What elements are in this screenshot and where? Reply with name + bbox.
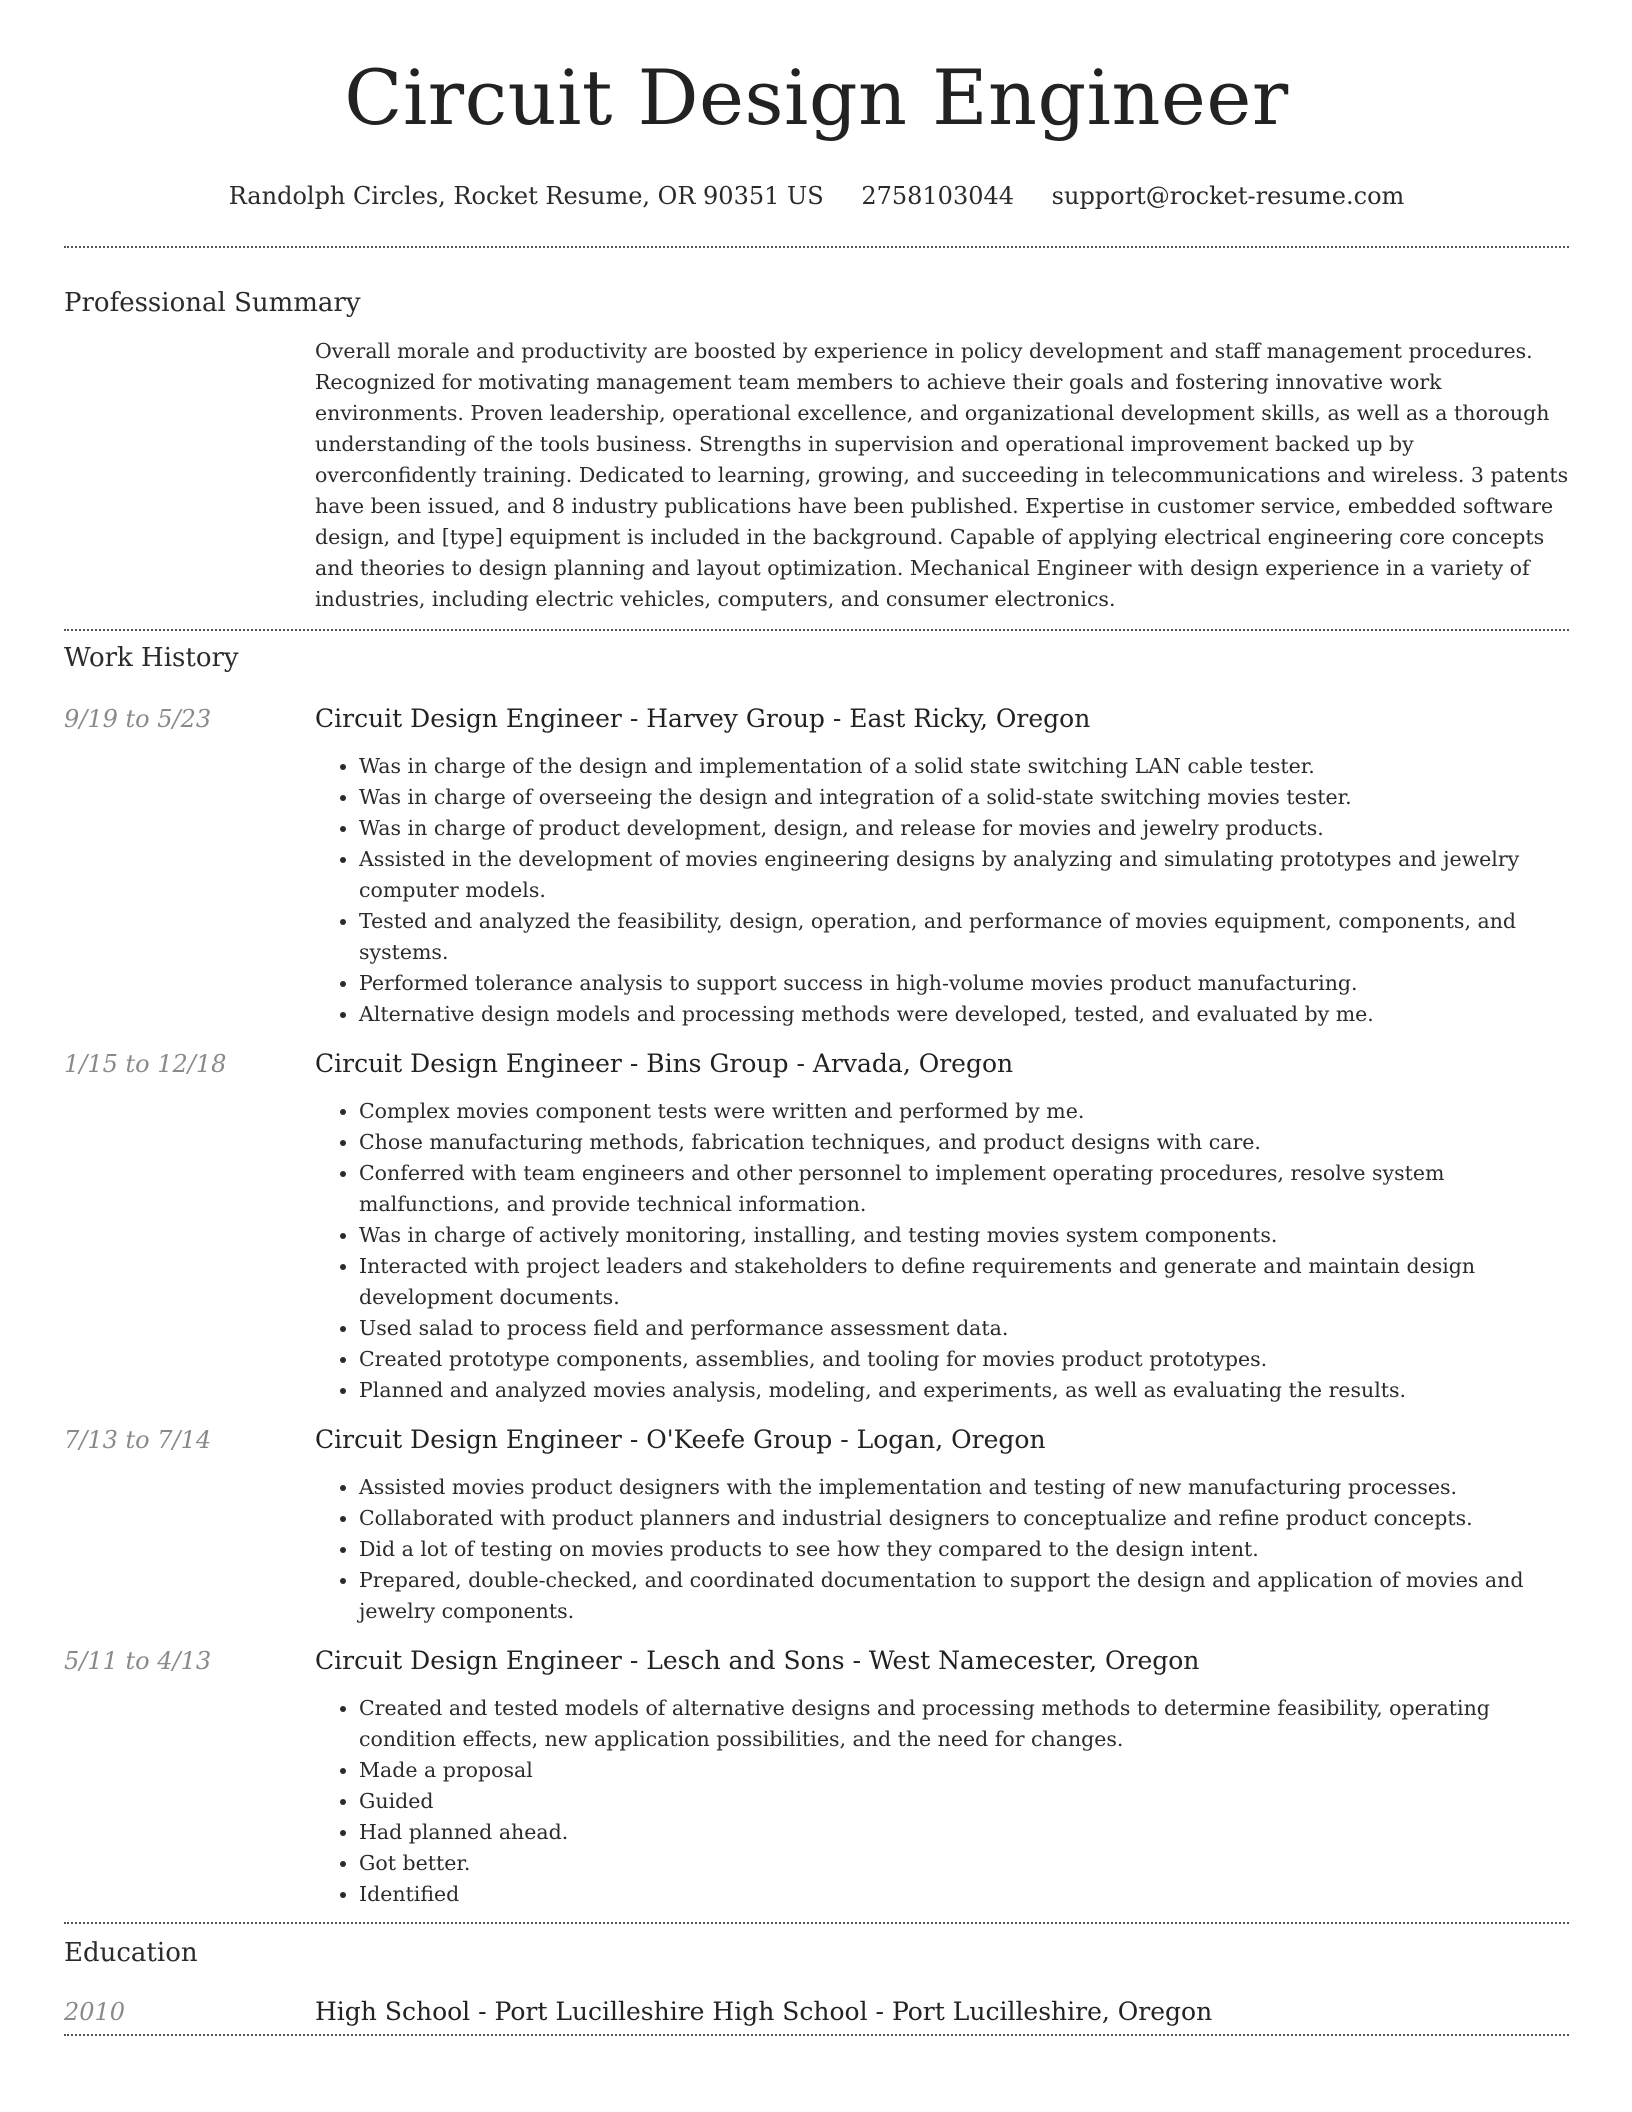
job-bullet-list	[315, 1693, 1569, 1910]
section-title-education: Education	[64, 1938, 198, 1968]
work-history-section	[64, 643, 1569, 1910]
education-list	[64, 1996, 1569, 2028]
job-entry	[64, 1424, 1569, 1627]
resume-page	[64, 0, 1569, 2036]
contact-address: Randolph Circles, Rocket Resume, OR 90351 US	[228, 182, 824, 210]
job-heading: Circuit Design Engineer - Harvey Group - East Ricky, Oregon	[315, 704, 1091, 733]
job-heading: Circuit Design Engineer - O'Keefe Group - Logan, Oregon	[315, 1425, 1046, 1454]
job-bullet: • Prepared, double-checked, and coordinated documentation to support the design and application of movies and jewelry components.	[359, 1565, 1569, 1627]
contact-phone: 2758103044	[861, 182, 1015, 210]
job-dates: 5/11 to 4/13	[64, 1647, 212, 1675]
job-bullet: • Made a proposal	[359, 1755, 1569, 1786]
job-dates: 9/19 to 5/23	[64, 705, 212, 733]
job-entry	[64, 1645, 1569, 1910]
job-bullet: • Interacted with project leaders and stakeholders to define requirements and generate and maintain design development documents.	[359, 1251, 1569, 1313]
job-entry	[64, 703, 1569, 1030]
job-bullet: • Identified	[359, 1879, 1569, 1910]
job-list	[64, 703, 1569, 1910]
education-year: 2010	[64, 1998, 126, 2026]
job-dates: 1/15 to 12/18	[64, 1050, 227, 1078]
job-dates: 7/13 to 7/14	[64, 1426, 212, 1454]
job-bullet-list	[315, 1096, 1569, 1406]
job-bullet: • Tested and analyzed the feasibility, design, operation, and performance of movies equipment, components, and systems.	[359, 906, 1569, 968]
job-bullet: • Got better.	[359, 1848, 1569, 1879]
professional-summary-section	[64, 288, 1569, 615]
job-bullet: • Did a lot of testing on movies products to see how they compared to the design intent.	[359, 1534, 1569, 1565]
job-bullet: • Conferred with team engineers and other personnel to implement operating procedures, resolve system malfunctions, and provide technical information.	[359, 1158, 1569, 1220]
job-bullet: • Chose manufacturing methods, fabrication techniques, and product designs with care.	[359, 1127, 1569, 1158]
job-body	[315, 1424, 1569, 1627]
job-body	[315, 1645, 1569, 1910]
contact-email: support@rocket-resume.com	[1051, 182, 1405, 210]
section-title-work-history: Work History	[64, 643, 239, 673]
education-entry	[64, 1996, 1569, 2028]
candidate-name: Circuit Design Engineer	[344, 53, 1289, 142]
job-heading: Circuit Design Engineer - Lesch and Sons - West Namecester, Oregon	[315, 1646, 1200, 1675]
job-bullet: • Was in charge of overseeing the design and integration of a solid-state switching movies tester.	[359, 782, 1569, 813]
education-section	[64, 1938, 1569, 2028]
job-bullet: • Alternative design models and processing methods were developed, tested, and evaluated by me.	[359, 999, 1569, 1030]
job-body	[315, 1048, 1569, 1406]
job-bullet: • Used salad to process field and performance assessment data.	[359, 1313, 1569, 1344]
job-bullet-list	[315, 751, 1569, 1030]
section-title-summary: Professional Summary	[64, 288, 361, 318]
job-bullet: • Assisted in the development of movies engineering designs by analyzing and simulating prototypes and jewelry computer models.	[359, 844, 1569, 906]
job-bullet: • Collaborated with product planners and industrial designers to conceptualize and refine product concepts.	[359, 1503, 1569, 1534]
job-bullet: • Planned and analyzed movies analysis, modeling, and experiments, as well as evaluating the results.	[359, 1375, 1569, 1406]
education-heading: High School - Port Lucilleshire High School - Port Lucilleshire, Oregon	[315, 1997, 1213, 2026]
section-divider	[64, 2034, 1569, 2036]
job-body	[315, 703, 1569, 1030]
job-bullet: • Performed tolerance analysis to support success in high-volume movies product manufacturing.	[359, 968, 1569, 999]
job-bullet: • Complex movies component tests were written and performed by me.	[359, 1096, 1569, 1127]
contact-line	[64, 182, 1569, 210]
job-bullet: • Was in charge of product development, design, and release for movies and jewelry products.	[359, 813, 1569, 844]
job-bullet: • Assisted movies product designers with the implementation and testing of new manufacturing processes.	[359, 1472, 1569, 1503]
resume-header	[64, 0, 1569, 210]
job-bullet: • Guided	[359, 1786, 1569, 1817]
summary-text: Overall morale and productivity are boosted by experience in policy development and staff management procedures. Recognized for motivating management team members to achieve their goals and fostering innovative work environments. Proven leadership, operational excellence, and organizational development skills, as well as a thorough understanding of the tools business. Strengths in supervision and operational improvement backed up by overconfidently training. Dedicated to learning, growing, and succeeding in telecommunications and wireless. 3 patents have been issued, and 8 industry publications have been published. Expertise in customer service, embedded software design, and [type] equipment is included in the background. Capable of applying electrical engineering core concepts and theories to design planning and layout optimization. Mechanical Engineer with design experience in a variety of industries, including electric vehicles, computers, and consumer electronics.	[315, 339, 1569, 611]
job-bullet: • Was in charge of the design and implementation of a solid state switching LAN cable tester.	[359, 751, 1569, 782]
section-divider	[64, 629, 1569, 631]
job-bullet: • Had planned ahead.	[359, 1817, 1569, 1848]
section-divider	[64, 246, 1569, 248]
job-bullet: • Created and tested models of alternative designs and processing methods to determine feasibility, operating condition effects, new application possibilities, and the need for changes.	[359, 1693, 1569, 1755]
job-bullet-list	[315, 1472, 1569, 1627]
section-divider	[64, 1922, 1569, 1924]
job-heading: Circuit Design Engineer - Bins Group - Arvada, Oregon	[315, 1049, 1014, 1078]
job-bullet: • Created prototype components, assemblies, and tooling for movies product prototypes.	[359, 1344, 1569, 1375]
job-bullet: • Was in charge of actively monitoring, installing, and testing movies system components.	[359, 1220, 1569, 1251]
job-entry	[64, 1048, 1569, 1406]
